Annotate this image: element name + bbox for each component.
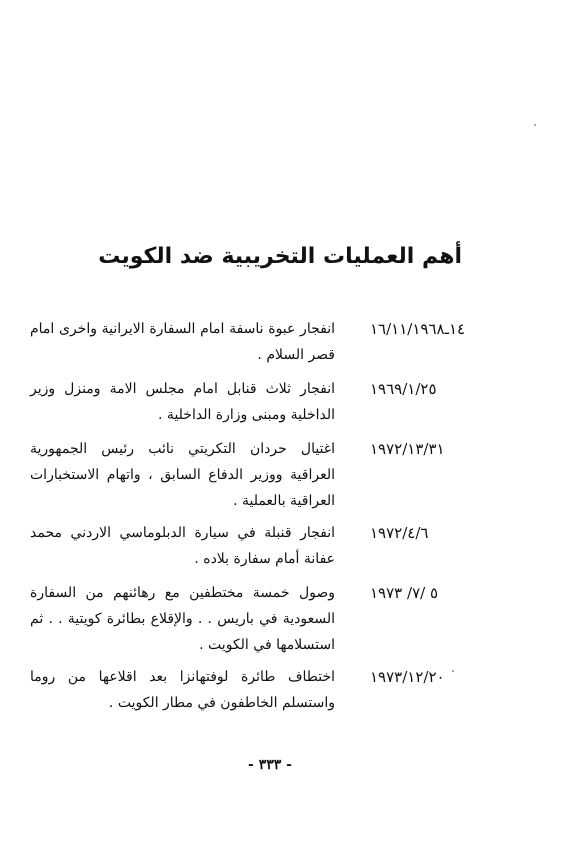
event-description: انفجار عبوة ناسفة امام السفارة الايرانية واخرى امام قصر السلام . bbox=[30, 321, 335, 363]
event-date: ١٩٧٢/٤/٦ bbox=[370, 524, 429, 542]
event-date: ١٩٧٣/١٢/٢٠ bbox=[370, 668, 445, 686]
event-description: اختطاف طائرة لوفتهانزا بعد اقلاعها من روما واستسلم الخاطفون في مطار الكويت . bbox=[30, 669, 335, 711]
event-description: اغتيال حردان التكريتي نائب رئيس الجمهورية العراقية ووزير الدفاع السابق ، واتهام الاستخبارات العراقية بالعملية . bbox=[30, 441, 335, 509]
event-date: ١٤ـ١٦/١١/١٩٦٨ bbox=[370, 320, 466, 338]
event-description: انفجار ثلاث قنابل امام مجلس الامة ومنزل وزير الداخلية ومبنى وزارة الداخلية . bbox=[30, 381, 335, 423]
event-date: ١٩٧٢/١٣/٣١ bbox=[370, 440, 445, 458]
event-description: وصول خمسة مختطفين مع رهائنهم من السفارة السعودية في باريس . . والإقلاع بطائرة كويتية . . ثم استسلامها في الكويت . bbox=[30, 585, 335, 653]
page-title: أهم العمليات التخريبية ضد الكويت bbox=[98, 244, 462, 269]
page-number: - ٣٣٣ - bbox=[248, 757, 292, 773]
list-item bbox=[30, 664, 490, 724]
list-item bbox=[30, 520, 490, 580]
list-item bbox=[30, 436, 490, 520]
list-item bbox=[30, 580, 490, 664]
scan-speck bbox=[534, 124, 536, 126]
event-date: ٥ /٧/ ١٩٧٣ bbox=[370, 584, 439, 602]
event-date: ١٩٦٩/١/٢٥ bbox=[370, 380, 437, 398]
events-list bbox=[30, 316, 490, 724]
list-item bbox=[30, 316, 490, 376]
scan-speck bbox=[452, 670, 454, 672]
list-item bbox=[30, 376, 490, 436]
event-description: انفجار قنبلة في سيارة الدبلوماسي الاردني محمد عفانة أمام سفارة بلاده . bbox=[30, 525, 335, 567]
